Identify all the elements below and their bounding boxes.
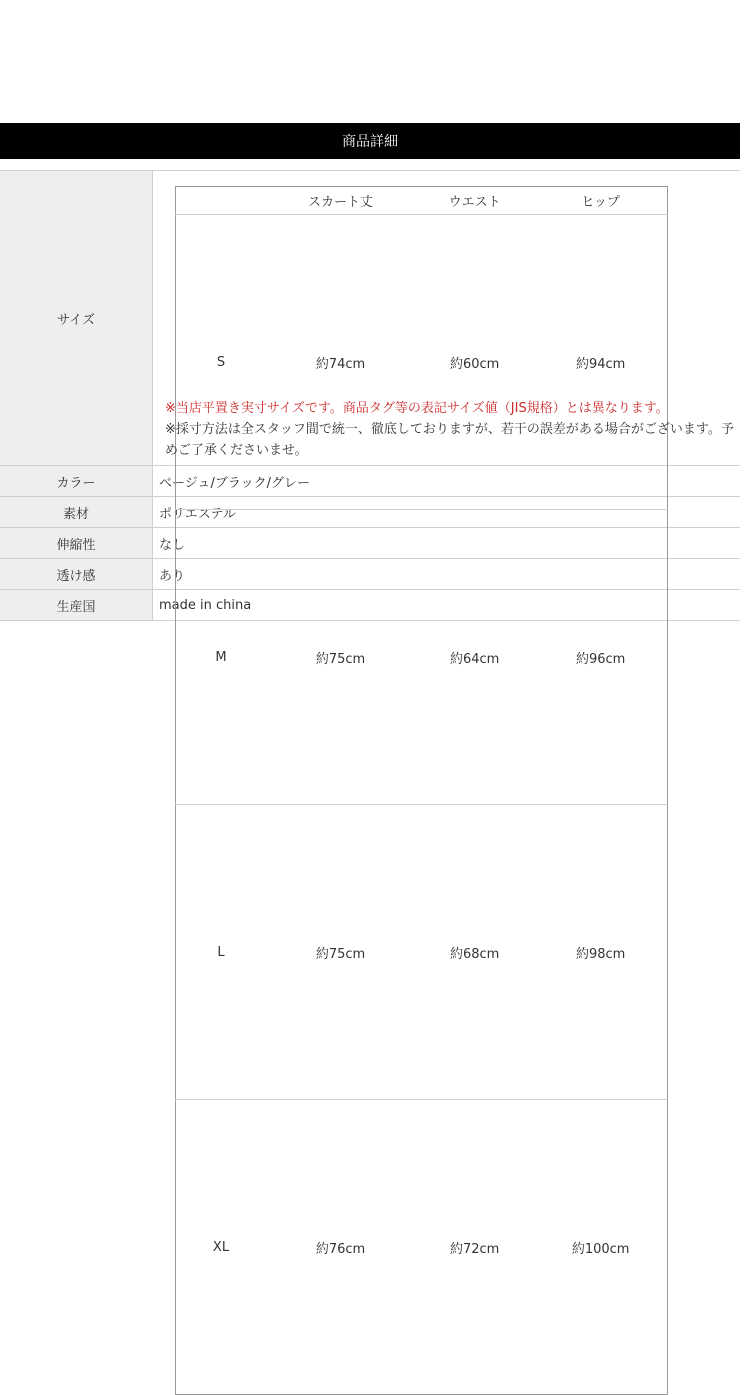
size-value: 約64cm — [415, 510, 534, 805]
size-chart-row — [176, 510, 668, 805]
size-value: 約68cm — [415, 805, 534, 1100]
spec-label: 伸縮性 — [0, 528, 153, 559]
spec-value: なし — [153, 528, 741, 559]
size-chart-column-header — [176, 187, 267, 215]
spec-label: 生産国 — [0, 590, 153, 621]
spec-label: 素材 — [0, 497, 153, 528]
size-value: 約76cm — [266, 1100, 415, 1395]
size-name: L — [176, 805, 267, 1100]
section-header — [0, 123, 740, 159]
section-title: 商品詳細 — [342, 134, 398, 150]
size-notes — [165, 398, 745, 461]
size-value: 約74cm — [266, 215, 415, 510]
size-value: 約75cm — [266, 510, 415, 805]
size-chart-row — [176, 215, 668, 510]
spec-label: 透け感 — [0, 559, 153, 590]
spec-value: made in china — [153, 590, 741, 621]
size-chart — [175, 186, 668, 1395]
spec-label: カラー — [0, 466, 153, 497]
size-value: 約98cm — [534, 805, 667, 1100]
size-chart-header — [176, 187, 668, 215]
spec-value: ベージュ/ブラック/グレー — [153, 466, 741, 497]
size-value: 約96cm — [534, 510, 667, 805]
size-value: 約94cm — [534, 215, 667, 510]
size-chart-row — [176, 805, 668, 1100]
size-note-measurement: ※採寸方法は全スタッフ間で統一、徹底しておりますが、若干の誤差がある場合がございます。予めご了承くださいませ。 — [165, 422, 734, 458]
size-name: XL — [176, 1100, 267, 1395]
size-chart-column-header: ヒップ — [581, 195, 620, 210]
size-chart-row — [176, 1100, 668, 1395]
size-value: 約60cm — [415, 215, 534, 510]
size-name: M — [176, 510, 267, 805]
spec-table — [0, 170, 740, 1257]
size-value: 約100cm — [534, 1100, 667, 1395]
size-chart-column-header: スカート丈 — [308, 195, 374, 210]
size-note-warning: ※当店平置き実寸サイズです。商品タグ等の表記サイズ値（JIS規格）とは異なります。 — [165, 401, 669, 416]
size-name: S — [176, 215, 267, 510]
size-chart-column-header: ウエスト — [448, 195, 501, 210]
spec-value: あり — [153, 559, 741, 590]
spec-label: サイズ — [0, 171, 153, 466]
spec-value: ポリエステル — [153, 497, 741, 528]
spec-row-size — [0, 171, 740, 466]
size-value: 約75cm — [266, 805, 415, 1100]
size-value: 約72cm — [415, 1100, 534, 1395]
